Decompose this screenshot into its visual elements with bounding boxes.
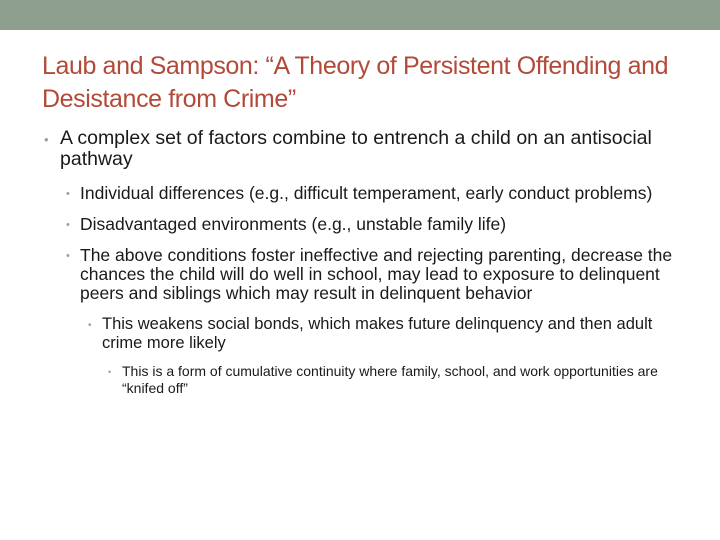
bullet-text: Individual differences (e.g., difficult temperament, early conduct problems) (80, 183, 653, 203)
bullet-text: This weakens social bonds, which makes future delinquency and then adult crime more likely (102, 315, 653, 352)
bullet-text: The above conditions foster ineffective and rejecting parenting, decrease the chances the child will do well in school, may lead to exposure to delinquent peers and siblings which may result in delinquent behavior (80, 245, 673, 303)
bullet-parenting (66, 246, 694, 303)
bullet-cumulative-continuity (108, 363, 694, 397)
bullet-text: Disadvantaged environments (e.g., unstable family life) (80, 214, 507, 234)
bullet-social-bonds (88, 315, 694, 353)
bullet-main (44, 128, 694, 170)
bullet-dot-icon: • (44, 132, 49, 147)
bullet-disadvantaged-environments (66, 215, 694, 234)
bullet-list (44, 128, 694, 397)
bullet-dot-icon: • (66, 188, 70, 200)
bullet-individual-differences (66, 184, 694, 203)
bullet-dot-icon: • (108, 367, 112, 377)
bullet-dot-icon: • (66, 250, 70, 262)
bullet-text: This is a form of cumulative continuity where family, school, and work opportunities are “knifed off” (122, 363, 658, 396)
bullet-dot-icon: • (88, 320, 92, 331)
bullet-dot-icon: • (66, 219, 70, 231)
top-decorative-band (0, 0, 720, 30)
bullet-main-text: A complex set of factors combine to entrench a child on an antisocial pathway (60, 127, 652, 170)
slide-title: Laub and Sampson: “A Theory of Persistent Offending and Desistance from Crime” (42, 52, 669, 113)
